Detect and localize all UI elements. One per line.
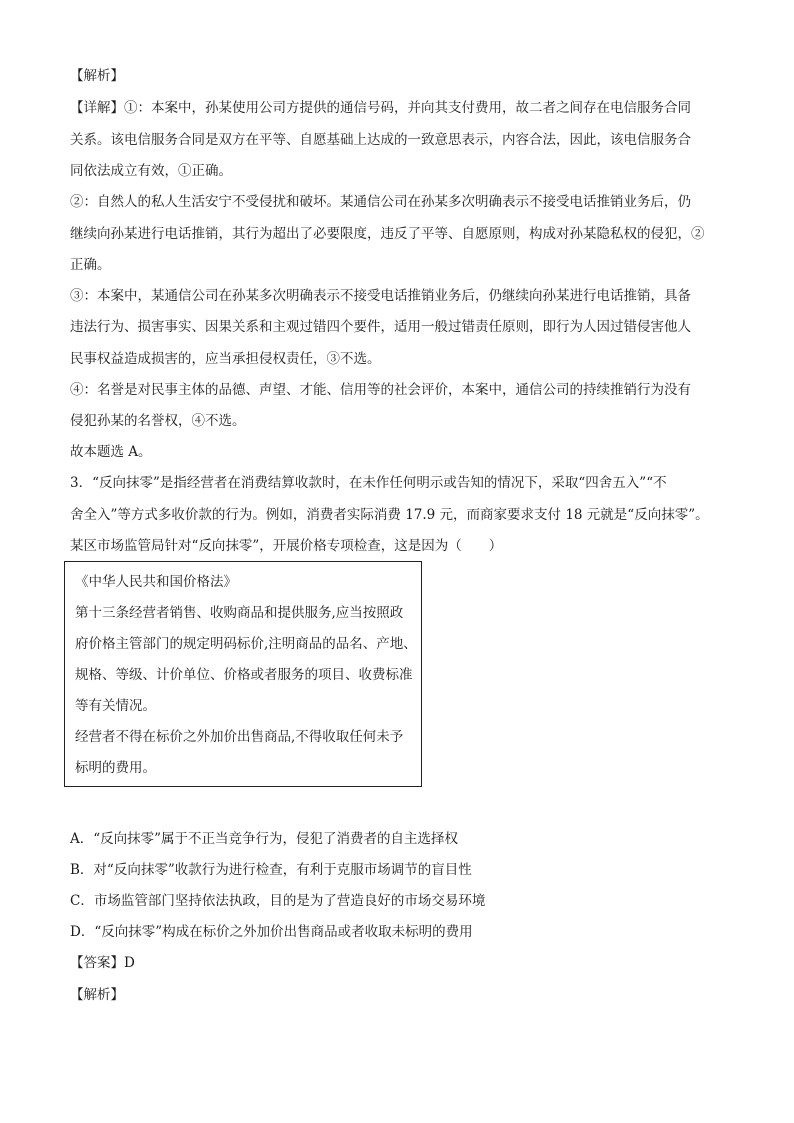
section-heading-analysis: 【解析】: [70, 68, 124, 84]
question-text: 某区市场监管局针对“反向抹零”，开展价格专项检查，这是因为（ ）: [70, 538, 503, 554]
law-text: 第十三条经营者销售、收购商品和提供服务,应当按照政: [75, 605, 404, 621]
text-line: 正确。: [70, 257, 111, 273]
law-title: 《中华人民共和国价格法》: [75, 574, 237, 590]
text-line: 同依法成立有效，①正确。: [70, 163, 232, 179]
law-text: 府价格主管部门的规定明码标价,注明商品的品名、产地、: [75, 636, 417, 652]
law-quote-box: [64, 561, 422, 787]
question-text: 3．“反向抹零”是指经营者在消费结算收款时，在未作任何明示或告知的情况下，采取“四舍五入”“不: [70, 475, 667, 491]
text-line: 民事权益造成损害的，应当承担侵权责任，③不选。: [70, 351, 381, 367]
text-line: 【详解】①：本案中，孙某使用公司方提供的通信号码，并向其支付费用，故二者之间存在电信服务合同: [70, 100, 691, 116]
text-line: 故本题选 A。: [70, 444, 152, 460]
section-heading-analysis: 【解析】: [70, 987, 124, 1003]
answer-label: 【答案】D: [70, 955, 135, 971]
law-text: 经营者不得在标价之外加价出售商品,不得收取任何未予: [75, 729, 404, 745]
law-text: 规格、等级、计价单位、价格或者服务的项目、收费标准: [75, 667, 413, 683]
text-line: 侵犯孙某的名誉权，④不选。: [70, 413, 246, 429]
question-text: 舍全入”等方式多收价款的行为。例如，消费者实际消费 17.9 元，而商家要求支付 18 元就是“反向抹零”。: [70, 507, 709, 523]
option-d: D．“反向抹零”构成在标价之外加价出售商品或者收取未标明的费用: [70, 924, 473, 940]
option-b: B．对“反向抹零”收款行为进行检查，有利于克服市场调节的盲目性: [70, 862, 472, 878]
text-line: 继续向孙某进行电话推销，其行为超出了必要限度，违反了平等、自愿原则，构成对孙某隐私权的侵犯，②: [70, 226, 705, 242]
text-line: ③：本案中，某通信公司在孙某多次明确表示不接受电话推销业务后，仍继续向孙某进行电话推销，具备: [70, 288, 691, 304]
law-text: 标明的费用。: [75, 760, 156, 776]
text-line: ②：自然人的私人生活安宁不受侵扰和破坏。某通信公司在孙某多次明确表示不接受电话推销业务后，仍: [70, 194, 691, 210]
option-a: A．“反向抹零”属于不正当竞争行为，侵犯了消费者的自主选择权: [70, 831, 459, 847]
option-c: C．市场监管部门坚持依法执政，目的是为了营造良好的市场交易环境: [70, 893, 486, 909]
text-line: ④：名誉是对民事主体的品德、声望、才能、信用等的社会评价，本案中，通信公司的持续推销行为没有: [70, 382, 691, 398]
law-text: 等有关情况。: [75, 698, 156, 714]
text-line: 关系。该电信服务合同是双方在平等、自愿基础上达成的一致意思表示，内容合法，因此，该电信服务合: [70, 132, 691, 148]
text-line: 违法行为、损害事实、因果关系和主观过错四个要件，适用一般过错责任原则，即行为人因过错侵害他人: [70, 319, 691, 335]
